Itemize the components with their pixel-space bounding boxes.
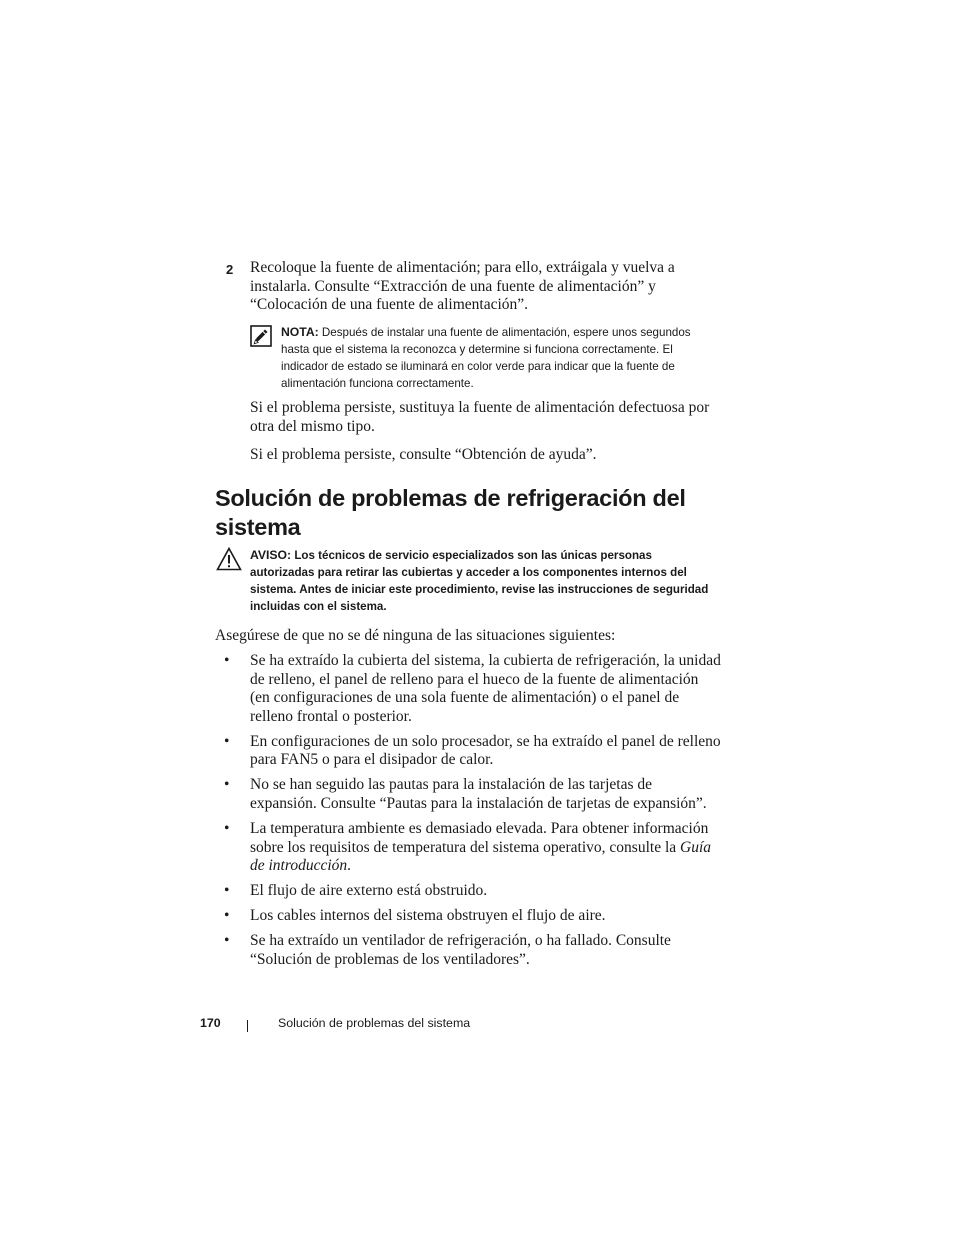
warning-callout (216, 547, 716, 615)
bullet-marker: • (224, 776, 230, 794)
section-title: Solución de problemas de refrigeración del sistema (215, 485, 686, 540)
footer-title: Solución de problemas del sistema (278, 1016, 471, 1030)
list-item (216, 907, 721, 926)
bullet-marker: • (224, 882, 230, 900)
list-item (216, 820, 721, 876)
paragraph-get-help: Si el problema persiste, consulte “Obtención de ayuda”. (250, 446, 597, 463)
step-2 (226, 259, 726, 315)
step-text: Recoloque la fuente de alimentación; para ello, extráigala y vuelva a instalarla. Consulte “Extracción de una fuente de alimentación” y “Colocación de una fuente de alimentación”. (250, 259, 675, 314)
list-item-text: No se han seguido las pautas para la instalación de las tarjetas de expansión. Consulte “Pautas para la instalación de tarjetas de expansión”. (250, 776, 707, 812)
warning-triangle-icon (216, 547, 242, 571)
list-item (216, 882, 721, 901)
list-item-text: El flujo de aire externo está obstruido. (250, 882, 488, 900)
list-item-text-end: . (347, 857, 352, 875)
warning-label: AVISO: (250, 548, 292, 562)
paragraph-replace: Si el problema persiste, sustituya la fuente de alimentación defectuosa por otra del mismo tipo. (250, 399, 710, 435)
list-item-text: Los cables internos del sistema obstruyen el flujo de aire. (250, 907, 606, 925)
page-number: 170 (200, 1016, 221, 1030)
footer-divider (247, 1020, 248, 1032)
pencil-note-icon (250, 325, 272, 347)
step-number: 2 (226, 262, 234, 277)
list-item (216, 776, 721, 813)
intro-paragraph: Asegúrese de que no se dé ninguna de las situaciones siguientes: (215, 627, 616, 644)
bullet-marker: • (224, 732, 230, 750)
list-item (216, 733, 721, 770)
note-label: NOTA: (281, 325, 319, 339)
bullet-marker: • (224, 932, 230, 950)
list-item-text: La temperatura ambiente es demasiado elevada. Para obtener información sobre los requisitos de temperatura del sistema operativo, consulte la (250, 819, 709, 856)
note-callout (250, 324, 720, 392)
guide-title: Guía de introducción (250, 838, 712, 875)
warning-text: Los técnicos de servicio especializados son las únicas personas autorizadas para retirar las cubiertas y acceder a los componentes internos del sistema. Antes de iniciar este procedimiento, revise las instrucciones de seguridad incluidas con el sistema. (250, 549, 709, 613)
bullet-marker: • (224, 652, 230, 669)
note-text: Después de instalar una fuente de alimentación, espere unos segundos hasta que el sistema la reconozca y determine si funciona correctamente. El indicador de estado se iluminará en color verde para indicar que la fuente de alimentación funciona correctamente. (281, 326, 691, 390)
list-item-text: Se ha extraído un ventilador de refrigeración, o ha fallado. Consulte “Solución de problemas de los ventiladores”. (250, 932, 671, 968)
list-item-text: En configuraciones de un solo procesador, se ha extraído el panel de relleno para FAN5 o para el disipador de calor. (250, 732, 721, 769)
bullet-list (216, 652, 721, 976)
bullet-marker: • (224, 907, 230, 925)
list-item (216, 652, 721, 726)
bullet-marker: • (224, 819, 230, 837)
list-item-text: Se ha extraído la cubierta del sistema, la cubierta de refrigeración, la unidad de relleno, el panel de relleno para el hueco de la fuente de alimentación (en configuraciones de una sola fuente de alimentación) o el panel de relleno frontal o posterior. (250, 652, 721, 725)
list-item (216, 932, 721, 969)
